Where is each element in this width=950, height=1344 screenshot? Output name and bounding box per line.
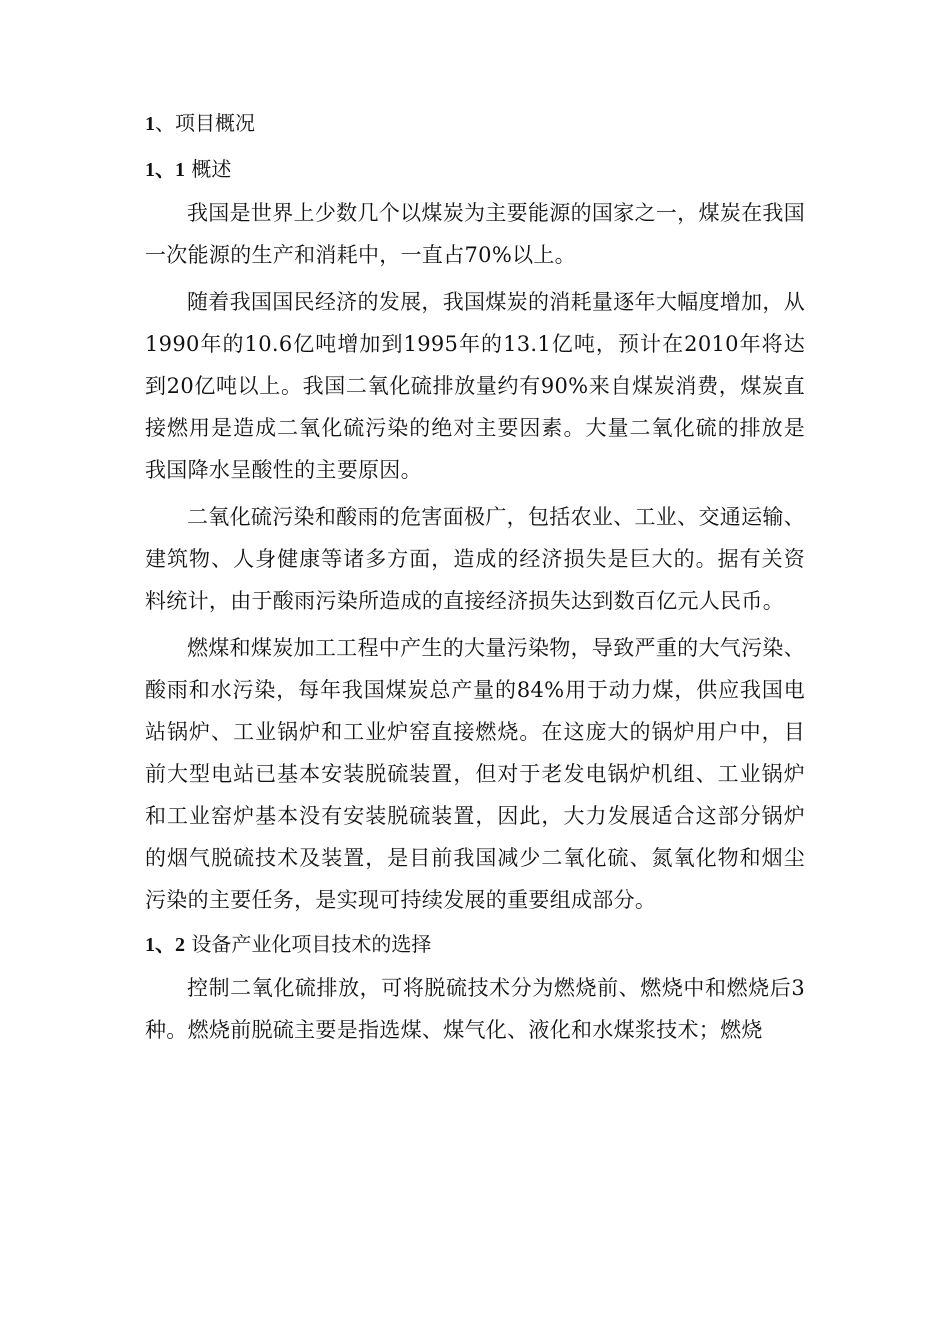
section-title: 设备产业化项目技术的选择: [185, 932, 432, 956]
document-body: [145, 100, 805, 1051]
section-number: 1: [145, 113, 155, 135]
section-number: 1、2: [145, 934, 185, 956]
section-heading-1-2: [145, 921, 805, 967]
paragraph-4: 燃煤和煤炭加工工程中产生的大量污染物，导致严重的大气污染、酸雨和水污染，每年我国煤炭总产量的84%用于动力煤，供应我国电站锅炉、工业锅炉和工业炉窑直接燃烧。在这庞大的锅炉用户中，目前大型电站已基本安装脱硫装置，但对于老发电锅炉机组、工业锅炉和工业窑炉基本没有安装脱硫装置，因此，大力发展适合这部分锅炉的烟气脱硫技术及装置，是目前我国减少二氧化硫、氮氧化物和烟尘污染的主要任务，是实现可持续发展的重要组成部分。: [145, 636, 805, 912]
section-heading-1-1: [145, 146, 805, 192]
paragraph-2: 随着我国国民经济的发展，我国煤炭的消耗量逐年大幅度增加，从1990年的10.6亿吨增加到1995年的13.1亿吨，预计在2010年将达到20亿吨以上。我国二氧化硫排放量约有90%来自煤炭消费，煤炭直接燃用是造成二氧化硫污染的绝对主要因素。大量二氧化硫的排放是我国降水呈酸性的主要原因。: [145, 290, 805, 482]
paragraph-3: 二氧化硫污染和酸雨的危害面极广，包括农业、工业、交通运输、建筑物、人身健康等诸多方面，造成的经济损失是巨大的。据有关资料统计，由于酸雨污染所造成的直接经济损失达到数百亿元人民币。: [145, 505, 805, 613]
section-title: 概述: [185, 157, 232, 181]
section-title: 、项目概况: [155, 111, 255, 135]
paragraph-1: 我国是世界上少数几个以煤炭为主要能源的国家之一，煤炭在我国一次能源的生产和消耗中，一直占70%以上。: [145, 201, 805, 267]
paragraph-5: 控制二氧化硫排放，可将脱硫技术分为燃烧前、燃烧中和燃烧后3种。燃烧前脱硫主要是指选煤、煤气化、液化和水煤浆技术；燃烧: [145, 976, 805, 1042]
section-heading-1: [145, 100, 805, 146]
section-number: 1、1: [145, 159, 185, 181]
